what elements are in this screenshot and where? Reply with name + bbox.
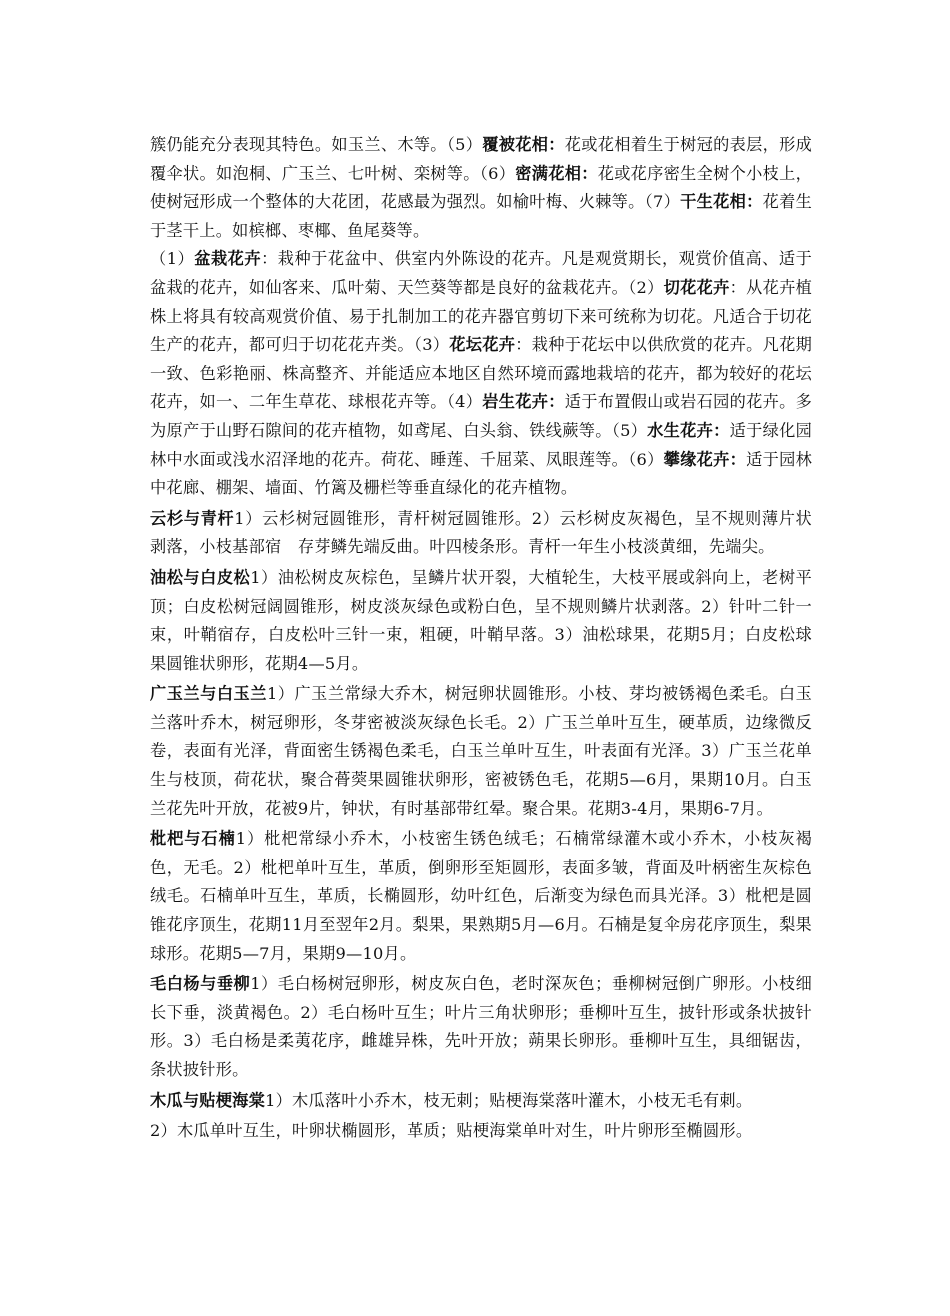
- bold-term: 岩生花卉：: [482, 392, 565, 412]
- bold-term: 油松与白皮松: [150, 567, 251, 587]
- body-text: 1）木瓜落叶小乔木，枝无刺；贴梗海棠落叶灌木，小枝无毛有刺。: [265, 1090, 753, 1110]
- paragraph-spruce-qinggan: [150, 505, 812, 562]
- body-text: 簇仍能充分表现其特色。如玉兰、木等。（5）: [150, 135, 483, 154]
- body-text: ：从花卉植株上将具有较高观赏价值、易于扎制加工的花卉器官剪切下来可统称为切花。凡适合于切花生产的花卉，都可归于切花花卉类。（3）: [150, 277, 813, 355]
- bold-term: 密满花相：: [515, 163, 598, 183]
- paragraph-magnolia: [150, 680, 812, 823]
- bold-term: 木瓜与贴梗海棠: [150, 1090, 266, 1110]
- paragraph-quince-flowering-quince: [150, 1087, 812, 1116]
- paragraph-flower-categories: [150, 245, 812, 502]
- body-text: 1）油松树皮灰棕色，呈鳞片状开裂，大植轮生，大枝平展或斜向上，老树平顶；白皮松树冠阔圆锥形，树皮淡灰绿色或粉白色，呈不规则鳞片状剥落。2）针叶二针一束，叶鞘宿存，白皮松叶三针一束，粗硬，叶鞘早落。3）油松球果，花期5月；白皮松球果圆锥状卵形，花期4—5月。: [150, 567, 813, 673]
- body-text: 2）木瓜单叶互生，叶卵状椭圆形，革质；贴梗海棠单叶对生，叶片卵形至椭圆形。: [150, 1121, 753, 1141]
- paragraph-loquat-photinia: [150, 825, 812, 968]
- body-text: 1）云杉树冠圆锥形，青杆树冠圆锥形。2）云杉树皮灰褐色，呈不规则薄片状剥落，小枝基部宿 存芽鳞先端反曲。叶四棱条形。青杆一年生小枝淡黄细，先端尖。: [150, 508, 812, 557]
- bold-term: 盆栽花卉: [194, 249, 262, 269]
- body-text: 花或花相着生于树冠的表层，形成覆伞状。如泡桐、广玉兰、七叶树、栾树等。（6）: [150, 135, 813, 183]
- body-text: 适于布置假山或岩石园的花卉。多为原产于山野石隙间的花卉植物，如鸢尾、白头翁、铁线蕨等。（5）: [150, 392, 813, 440]
- paragraph-poplar-willow: [150, 970, 812, 1084]
- bold-term: 枇杷与石楠: [150, 829, 236, 849]
- body-text: 适于园林中花廊、棚架、墙面、竹篱及栅栏等垂直绿化的花卉植物。: [150, 449, 813, 498]
- bold-term: 云杉与青杆: [150, 508, 235, 528]
- body-text: 1）枇杷常绿小乔木，小枝密生锈色绒毛；石楠常绿灌木或小乔木，小枝灰褐色，无毛。2）枇杷单叶互生，革质，倒卵形至矩圆形，表面多皱，背面及叶柄密生灰棕色绒毛。石楠单叶互生，革质，长椭圆形，幼叶红色，后渐变为绿色而具光泽。3）枇杷是圆锥花序顶生，花期11月至翌年2月。梨果，果熟期5月—6月。石楠是复伞房花序顶生，梨果球形。花期5—7月，果期9—10月。: [150, 829, 813, 963]
- body-text: ：栽种于花盆中、供室内外陈设的花卉。凡是观赏期长，观赏价值高、适于盆栽的花卉，如仙客来、瓜叶菊、天竺葵等都是良好的盆栽花卉。（2）: [150, 249, 813, 297]
- bold-term: 切花花卉: [663, 277, 730, 297]
- body-text: （1）: [150, 249, 195, 269]
- body-text: 1）毛白杨树冠卵形，树皮灰白色，老时深灰色；垂柳树冠倒广卵形。小枝细长下垂，淡黄褐色。2）毛白杨叶互生；叶片三角状卵形；垂柳叶互生，披针形或条状披针形。3）毛白杨是柔荑花序，雌雄异株，先叶开放；蒴果长卵形。垂柳叶互生，具细锯齿，条状披针形。: [150, 974, 813, 1079]
- paragraph-quince-leaves: [150, 1117, 812, 1146]
- bold-term: 水生花卉：: [647, 420, 730, 440]
- body-text: ：栽种于花坛中以供欣赏的花卉。凡花期一致、色彩艳丽、株高整齐、并能适应本地区自然环境而露地栽培的花卉，都为较好的花坛花卉，如一、二年生草花、球根花卉等。（4）: [150, 335, 813, 412]
- bold-term: 覆被花相：: [482, 135, 565, 154]
- paragraph-flower-appearance: [150, 131, 812, 245]
- body-text: 花或花序密生全树个小枝上，使树冠形成一个整体的大花团，花感最为强烈。如榆叶梅、火棘等。（7）: [150, 163, 813, 212]
- bold-term: 干生花相：: [680, 192, 763, 212]
- bold-term: 花坛花卉: [449, 335, 516, 355]
- body-text: 1）广玉兰常绿大乔木，树冠卵状圆锥形。小枝、芽均被锈褐色柔毛。白玉兰落叶乔木，树冠卵形，冬芽密被淡灰绿色长毛。2）广玉兰单叶互生，硬革质，边缘微反卷，表面有光泽，背面密生锈褐色柔毛，白玉兰单叶互生，叶表面有光泽。3）广玉兰花单生与枝顶，荷花状，聚合蓇葖果圆锥状卵形，密被锈色毛，花期5—6月，果期10月。白玉兰花先叶开放，花被9片，钟状，有时基部带红晕。聚合果。花期3-4月，果期6-7月。: [150, 684, 813, 818]
- document-page: [150, 131, 812, 1146]
- paragraph-pine-lacebark: [150, 564, 812, 678]
- body-text: 适于绿化园林中水面或浅水沼泽地的花卉。荷花、睡莲、千屈菜、凤眼莲等。（6）: [150, 420, 813, 469]
- body-text: 花着生于茎干上。如槟榔、枣椰、鱼尾葵等。: [150, 192, 813, 240]
- bold-term: 攀缘花卉：: [663, 449, 747, 469]
- bold-term: 毛白杨与垂柳: [150, 974, 251, 994]
- bold-term: 广玉兰与白玉兰: [150, 684, 267, 704]
